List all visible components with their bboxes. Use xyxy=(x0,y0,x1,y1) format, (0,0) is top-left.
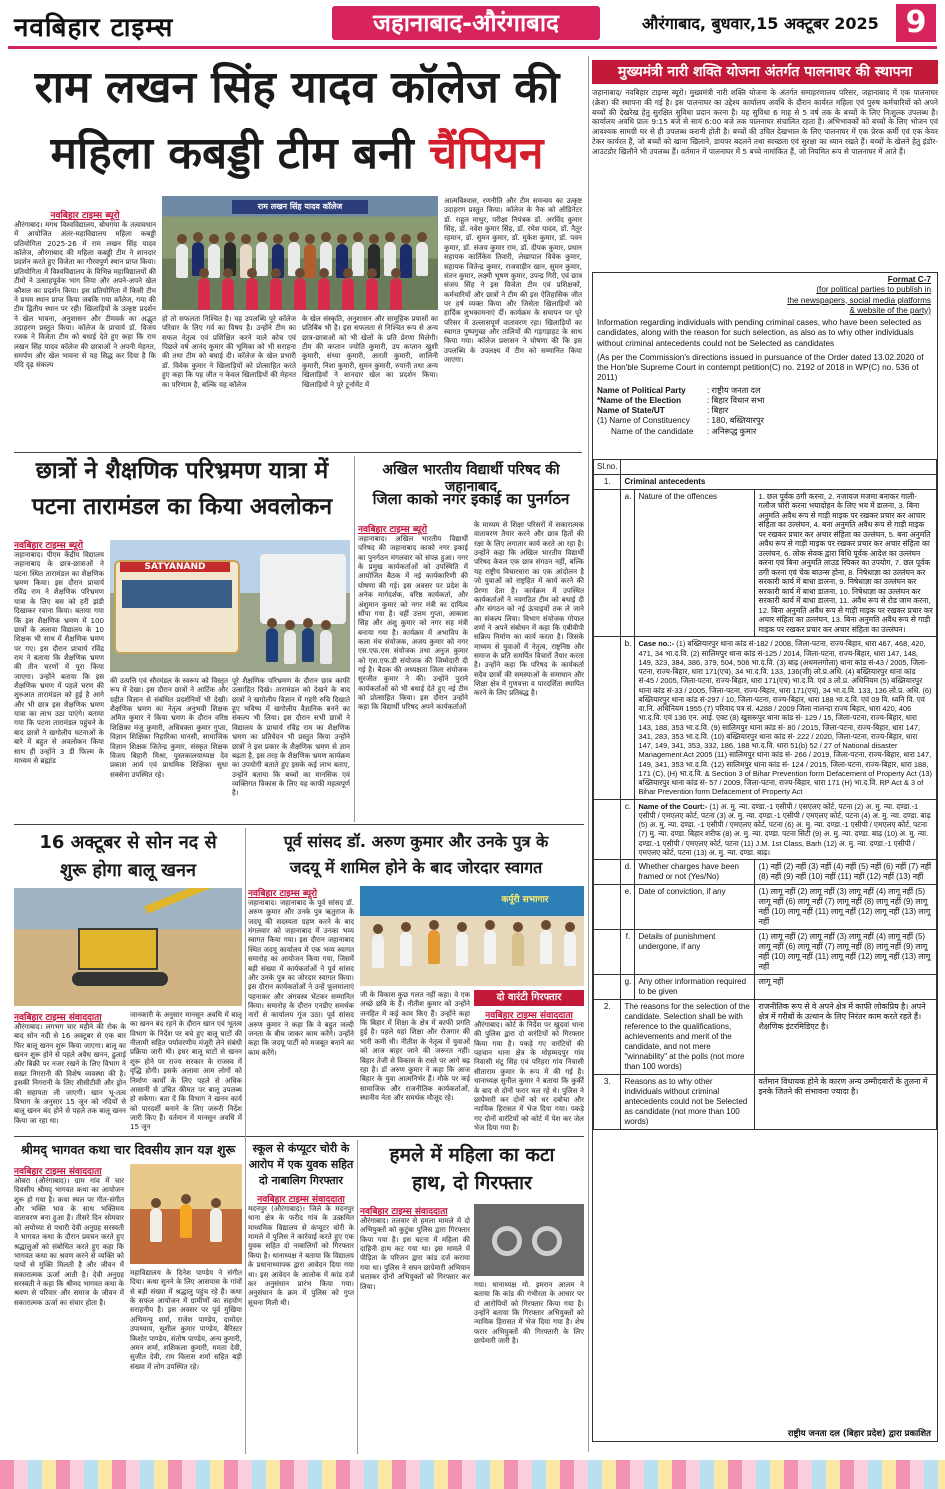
abvp-headline-line2: जिला काको नगर इकाई का पुनर्गठन xyxy=(372,490,570,508)
trip-col-3: पूरे शैक्षणिक परिभ्रमण के दौरान छात्र काफी उत्साहित दिखे। तारामंडल को देखने के बाद छात्रों ने खगोलीय विज्ञान में गहरी रुचि दिखाते हुए भविष्य में खगोलीय वैज्ञानिक बनने का संकल्प भी लिया। इस दौरान सभी छात्रों ने विद्यालय के प्राचार्य रविंद्र राम का शैक्षणिक भ्रमण का प्रतिवेदन भी प्रस्तुत किया उन्होंने छात्रों ने इस प्रकार के शैक्षणिक भ्रमण से ज्ञान बढ़ता है, इस तरह के शैक्षणिक भ्रमण कार्यक्रम का उपयोगी बताते हुए इसके कई लाभ बताए, उन्होंने बताया कि बच्चों का मानसिक एवं व्यक्तिगत विकास के लिए यह काफी महत्वपूर्ण है। xyxy=(232,676,350,798)
masthead xyxy=(0,0,945,46)
welcome-ceremony-photo xyxy=(360,886,584,986)
form-c7 xyxy=(592,272,938,1442)
trip-headline-line1: छात्रों ने शैक्षणिक परिभ्रमण यात्रा में xyxy=(35,458,329,484)
row-a-label: Nature of the offences xyxy=(635,490,755,637)
row2-value: राजनीतिक रूप से वे अपने क्षेत्र में काफी लोकप्रिय है। अपने क्षेत्र में गरीबों के उत्थान के लिए निरंतर काम करते रहते हैं। शैक्षणिक इंटरमिडिएट है। xyxy=(755,1000,937,1075)
lead-col-3: के खेल संस्कृति, अनुशासन और सामूहिक प्रयासों का प्रतिबिंब भी है। इस सफलता से निश्चित रूप से अन्य छात्र-छात्राओं को भी खेलों के प्रति प्रेरणा मिलेगी। टीम की कप्तान ज्योति कुमारी, उप कप्तान खुशी कुमारी, संध्या कुमारी, आरती कुमारी, शालिनी कुमारी, निशा कुमारी, सुमन कुमारी, रुपानी तथा अन्य खिलाड़ियों ने शानदार खेल का प्रदर्शन किया। खिलाड़ियों ने पूरे टूर्नामेंट में xyxy=(302,314,438,389)
woman-headline-line2: हाथ, दो गिरफ्तार xyxy=(412,1172,532,1194)
abvp-col-1: जहानाबाद। अखिल भारतीय विद्यार्थी परिषद की जहानाबाद काको नगर इकाई का पुनर्गठन मंगलवार को संपन्न हुआ। नगर के प्रमुख कार्यकर्ताओं को उपस्थिति में आयोजित बैठक में नई कार्यकारिणी की घोषणा की गई। इस अवसर पर प्रदेश के अनेक मार्गदर्शक, वरिष्ठ कार्यकर्ता, और अंशुमान कुमार को नगर मंत्री का दायित्व सौंपा गया है। वहीं उत्तम गुप्ता, आकाश सिंह और अंशु कुमार को नगर सह मंत्री बनाया गया है। कार्यक्रम में अभाविप के कला मंच संयोजक, अजय कुमार को नगर एस.एफ.एस संयोजक तथा अनुज कुमार को एस.एफ.डी संयोजक की जिम्मेदारी दी गई है। बैठक की अध्यक्षता जिला संयोजक सुरजीत कुमार ने की। उन्होंने पुराने कार्यकर्ताओं को भी बधाई देते हुए नई टीम को प्रोत्साहित किया। इस दौरान उन्होंने कहा कि विद्यार्थी परिषद अपने कार्यकर्ताओं xyxy=(358,534,468,712)
party-value: : राष्ट्रीय जनता दल xyxy=(707,385,761,395)
lead-byline-text: नवबिहार टाइम्स ब्यूरो xyxy=(50,211,120,221)
row-b-label: Case no.:- xyxy=(638,639,675,649)
sand-headline-line1: 16 अक्टूबर से सोन नद से xyxy=(39,832,217,853)
form-sub1: (for political parties to publish in xyxy=(816,285,931,295)
table-row: g. Any other information required to be given लागू नहीं xyxy=(594,975,937,1000)
abvp-headline-line1: अखिल भारतीय विद्यार्थी परिषद की जहानाबाद xyxy=(382,462,560,495)
column-rule xyxy=(354,456,355,822)
trip-col-2: की उत्पत्ति एवं सौरमंडल के स्वरूप को विस्तृत रूप में देखा। इस दौरान छात्रों ने आर्टिक और ग्रहीत विज्ञान से संबंधित प्रदर्शनियों भी देखी। शैक्षणिक भ्रमण का नेतृत्व अनुभवी शिक्षक अमित कुमार ने किया भ्रमण के दौरान वरिष्ठ शिक्षिका मंजु कुमारी, अधिवक्ता कुमार गुप्ता, विज्ञान शिक्षिका निहारिका मानसी, सामाजिक विज्ञान शिक्षक जितेन्द्र कुमार, संस्कृत शिक्षक विजय बिहारी मिश्रा, पुस्तकालयाध्यक्ष देव प्रकाश आर्य एवं प्राथमिक शिक्षिका सुधा सक्सेना उपस्थित रहे। xyxy=(110,676,228,779)
table-row: e. Date of conviction, if any (1) लागू नहीं (2) लागू नहीं (3) लागू नहीं (4) लागू नहीं (5) लागू नहीं (6) लागू नहीं (7) लागू नहीं (8) लागू नहीं (9) लागू नहीं (10) लागू नहीं (11) लागू नहीं (12) लागू नहीं (13) लागू नहीं xyxy=(594,885,937,930)
issue-date: औरंगाबाद, बुधवार,15 अक्टूबर 2025 xyxy=(642,14,879,33)
row3-value: वर्तमान विधायक होने के कारण अन्य उम्मीदवारों के तुलना में इनके जितने की संभावना ज्यादा है। xyxy=(755,1075,937,1130)
form-sub3: & website of the party) xyxy=(849,305,931,315)
form-order: (As per the Commission's directions issued in pursuance of the Order dated 13.02.2020 of the Hon'ble Supreme Court in contempt petition(C) no. 2192 of 2018 in WP(C) no. 536 of 2011) xyxy=(597,352,924,383)
row-b xyxy=(635,637,937,799)
sand-byline-text: नवबिहार टाइम्स संवाददाता xyxy=(14,1013,102,1023)
page-number: 9 xyxy=(896,4,936,42)
row-e-value: (1) लागू नहीं (2) लागू नहीं (3) लागू नहीं (4) लागू नहीं (5) लागू नहीं (6) लागू नहीं (7) लागू नहीं (8) लागू नहीं (9) लागू नहीं (10) लागू नहीं (11) लागू नहीं (12) लागू नहीं (13) लागू नहीं xyxy=(755,885,937,930)
poster-text: कर्पूरी सभागार xyxy=(501,895,549,905)
table-row: c. Name of the Court:- (1) अ. मु. न्या. दण्डा.-1 एसीपी / एसएलए कोर्ट, पटना (2) अ. मु. न्या. दण्डा.-1 एसीपी / एमएलए कोर्ट, पटना (3) अ. मु. न्या. दण्डा.-1 एसीपी / एमएलए कोर्ट, पटना (4) अ. मु. न्या. दण्डा. बाढ़ (5) अ. मु. न्या. दण्डा. -1 एसीपी / एमएलए कोर्ट, पटना (6) अ. मु. न्या. दण्डा.-1 एसीपी / एमएलए कोर्ट, पटना (7) मु. न्या. दण्डा. बिहार शरीफ (8) अ. मु. न्या. दण्डा. पटना सिटी (9) अ. मु. न्या. दण्डा. बाढ़ (10) अ. मु. न्या. दण्डा.-1 एसीपी / एमएलए कोर्ट, पटना (11) J.M. 1st Class, Barh (12) अ. मु. न्या. दण्डा.-1 एसीपी / एमएलए कोर्ट, पटना (13) अ. मु. न्या. दण्डा. बाढ़। xyxy=(594,799,937,860)
row-d-value: (1) नहीं (2) नहीं (3) नहीं (4) नहीं (5) नहीं (6) नहीं (7) नहीं (8) नहीं (9) नहीं (10) नहीं (11) नहीं (12) नहीं (13) नहीं xyxy=(755,860,937,885)
election-value: : बिहार विधान सभा xyxy=(707,395,765,405)
column-rule xyxy=(588,56,589,1452)
trip-col-1: जहानाबाद। पीएम केंद्रीय विद्यालय जहानाबाद के छात्र-छात्राओं ने पटना स्थित तारामंडल का शैक्षणिक भ्रमण किया। इस दौरान प्राचार्य रविंद्र राम ने शैक्षणिक परिभ्रमण यात्रा के लिए बस को हरी झंडी दिखाकर रवाना किया। बताया गया कि इस शैक्षणिक भ्रमण में 100 छात्रों के अलावा विद्यालय के 10 शिक्षक भी साथ में शैक्षणिक भ्रमण पर गए। इस दौरान प्राचार्य रविंद्र राम ने बताया कि शैक्षणिक भ्रमण की तीन चरणों में पूरा किया जाएगा। उन्होंने बताया कि इस शैक्षणिक भ्रमण में पहले चरण की शुरुआत तारामंडल को हुई है आगे और भी छात्र इस शैक्षणिक भ्रमण यात्रा का लाभ उठा पाएंगे। बताया गया कि पटना तारामंडल पहुंचने के बाद छात्रों ने खगोलीय घटनाओं के बारे में बहुत से अवलोकन किया साथ ही उन्होंने 3 डी फिल्म के माध्यम से ब्रह्मांड xyxy=(14,550,104,765)
mp-headline-line1: पूर्व सांसद डॉ. अरुण कुमार और उनके पुत्र के xyxy=(283,832,549,851)
sand-col-1: औरंगाबाद। लगभग चार महीने की रोक के बाद सोन नदी से 16 अक्टूबर से एक बार फिर बालू खनन शुरू किया जाएगा। बालू का खनन शुरू होने से पहले अवैध खनन, ढुलाई और बिक्री पर नजर रखने के लिए विभाग ने सख्त निगरानी की विशेष व्यवस्था की है। इसकी निगरानी के लिए सीसीटीवी और ड्रोन की सहायता ली जाएगी। खान भू-तत्व विभाग के अनुसार 15 जून को नदियों से बालू खनन बंद होने से पहले तक बालू खनन किया जा रहा था। xyxy=(14,1022,126,1125)
row-b-value: (1) बख्तियारपुर थाना कांड सं-182 / 2008, जिला-पटना, राज्य-बिहार, धारा 467, 468, 420, 471, 34 भा.द.वि. (2) सालिमपुर थाना कांड सं-125 / 2014, जिला-पटना, राज्य-बिहार, धारा 147, 148, 149, 323, 384, 386, 379, 504, 506 भा.द.वि. (3) बाढ़ (अथमलगोला) थाना कांड सं-43 / 2005, जिला-पटना, राज्य-बिहार, धारा 171(एच), 34 भा.द.वि. 133, 136(जी) लो.प्र.अधि. (4) बख्तियारपुर थाना कांड सं-45 / 2005, जिला-पटना, राज्य-बिहार, धारा 171(एच) भा.द.वि. एवं 3 लो.प्र. अधिनियम (5) बख्तियारपुर थाना कांड सं-33 / 2005, जिला-पटना, राज्य-बिहार, धारा 171(एच), 34 भा.द.वि. 133, 136 लो.प्र. अधि. (6) बख्तियारपुर थाना कांड सं-297 / 10, जिला-पटना, राज्य-बिहार, धारा 188 भा.द.वि. एवं 09 वि. ध्वनि वि. एवं वा.नि. अधिनियम 1955 (7) परिवाद पत्र सं. 4288 / 2009 जिला नालन्दा राज्य बिहार, धारा 420, 406 भा.द.वि. एवं 136 एन. आई. एक्ट (8) खुसरूपुर थाना कांड सं- 129 / 15, जिला-पटना, राज्य-बिहार, धारा 143, 188, 353 भा.द.वि. (9) सालिमपुर थाना कांड सं- 80 / 2015, जिला-पटना, राज्य-बिहार, धारा 147, 341, 283, 353 भा.द.वि. (10) बख्तियारपुर थाना कांड सं- 222 / 2020, जिला-पटना, राज्य-बिहार, धारा 147, 149, 341, 353, 332, 186, 188 भा.द.वि. धारा 51(b) 52 / 27 of National disaster Management Act 2005 (11) सालिमपुर थाना कांड सं- 266 / 2019, जिला-पटना, राज्य-बिहार, धारा 147, 149, 341, 353 भा.द.वि. (12) सालिमपुर थाना कांड सं- 124 / 2015, जिला-पटना, राज्य-बिहार, धारा 188, 171 (C), (H) भा.द.वि. & Section 3 of Bihar Prevention form Defacement of Property Act (13) बख्तियारपुर थाना कांड सं- 57 / 2009, जिला-पटना, राज्य-बिहार, धारा 171 (H) भा.द.वि. RP Act & 3 of Bihar Prevention form Defacement of Property Act xyxy=(638,639,932,797)
notice-text: जहानाबाद/ नवबिहार टाइम्स ब्यूरो। मुख्यमंत्री नारी शक्ति योजना के अंतर्गत समाहरणालय परिसर, जहानाबाद में एक पालनाघर (क्रेश) की स्थापना की गई है। इस पालनाघर का उद्देश्य कार्यालय अवधि के दौरान कार्यरत महिला एवं पुरुष कर्मचारियों को अपने बच्चों की देखरेख हेतु सुरक्षित सुविधा प्रदान करना है। यह सुविधा 6 माह से 5 वर्ष तक के बच्चों के लिए निःशुल्क उपलब्ध है। कार्यालय अवधि प्रातः 9:15 बजे से सायं 6:00 बजे तक पालनाघर संचालित रहता है। अभिभावकों को बच्चों के लिए भोजन एवं आवश्यक सामग्री घर से ही उपलब्ध करानी होती है। बच्चों की उचित देखभाल के लिए पालनाघर में एक प्रेरक कर्मी एवं एक केयर टेकर कार्यरत हैं, जो बच्चों को खाना खिलाने, डायपर बदलने तथा स्वच्छता एवं सुरक्षा का ध्यान रखते हैं। बच्चों के खेलने हेतु इंडोर-आउटडोर खिलौने भी उपलब्ध हैं। वर्तमान में पालनाघर में 5 बच्चे नामांकित हैं, जो नियमित रूप से पालनाघर में आते हैं। xyxy=(592,88,938,156)
sand-col-2: जानकारी के अनुसार मानसून अवधि में बालू का खनन बंद रहने के दौरान खान एवं भूतत्व विभाग के निर्देश पर बचे हुए बालू घाटों की नीलामी सहित पर्यावरणीय मंजूरी लेने संबंधी प्रक्रिया जारी थी। इधर बालू घाटों से खनन शुरू होने पर राज्य सरकार के राजस्व में वृद्धि होगी। इसके अलावा आम लोगों को निर्माण कार्यों के लिए पहले से अधिक आसानी से उचित कीमत पर बालू उपलब्ध हो सकेगा। बता दें कि विभाग ने खनन कार्य को पारदर्शी बनाने के लिए जरूरी निर्देश जारी किए हैं। वर्तमान में मानसून अवधि में 15 जून xyxy=(130,1010,242,1132)
school-headline-line2: आरोप में एक युवक सहित xyxy=(248,1158,354,1171)
mp-col-2: जी के विकास कुछ गलत नहीं कहा। वे एक अच्छे छवि के हैं। नीतीश कुमार को उन्होंने जनहित में कई काम किए हैं। उन्होंने कहा कि बिहार में शिक्षा के क्षेत्र में काफी प्रगति हुई है। पहले यहां शिक्षा और रोजगार की भारी कमी थी। नीतीश के नेतृत्व में युवाओं को आज बाहर जाने की जरूरत नहीं। बिहार तेजी से विकास के रास्ते पर आगे बढ़ रहा है। डॉ अरुण कुमार ने कहा कि आज बिहार के युवा आत्मनिर्भर हैं। मौके पर कई सामाजिक और राजनीतिक कार्यकर्ताओं, स्थानीय नेता और समर्थक मौजूद रहे। xyxy=(360,990,470,1102)
row-f-label: Details of punishment undergone, if any xyxy=(635,930,755,975)
masthead-rule xyxy=(8,46,937,49)
column-rule xyxy=(357,1140,358,1454)
row-g-value: लागू नहीं xyxy=(755,975,937,1000)
slno-header: Sl.no. xyxy=(594,460,621,475)
section-title: जहानाबाद-औरंगाबाद xyxy=(332,6,600,40)
woman-headline-line1: हमले में महिला का कटा xyxy=(389,1144,555,1166)
abvp-headline-box xyxy=(358,484,584,518)
row-e-label: Date of conviction, if any xyxy=(635,885,755,930)
table-header-row xyxy=(594,460,937,475)
row2-num: 2. xyxy=(594,1000,621,1075)
bhagwat-col-2: महाविद्यालय के दिनेश पाण्डेय ने संगीत दिया। कथा सुनने के लिए आसपास के गांवों से बड़ी संख्या में श्रद्धालु पहुंच रहे हैं। कथा के सफल आयोजन में ग्रामीणों का सहयोग सराहनीय है। इस अवसर पर पूर्व मुखिया अभिमन्यु शर्मा, राजेश पाण्डेय, दामोदर उपाध्याय, सुशील कुमार पाण्डेय, बैरिस्टर किशोर पाण्डेय, संतोष पाण्डेय, अन्य कुमारी, अमन शर्मा, शशिकला कुमारी, ममता देवी, सुजीत देवी, राम विलास शर्मा सहित बड़ी संख्या में लोग उपस्थित रहे। xyxy=(130,1268,242,1371)
row-a-value: 1. छल पूर्वक ठगी करना, 2. नजायज मजमा बनाकर गाली-गलौज चोरी करना भयादोहन के लिए भय में डालना, 3. बिना अनुमति अवैध रूप से गाड़ी माइक पर रखकर प्रचार कर आचार संहिता का उल्लंघन, 4. बना अनुमति अवैध रूप से गाड़ी माइक पर रखकर प्रचार कर अचार संहिता का उल्लंघन, 5. बना अनुमति अवैध रूप से गाड़ी माइक पर रखकर प्रचार कर अचार संहिता का उल्लंघन, 6. लोक सेवक द्वारा विधि पूर्वक आदेश का उल्लंघन करना एवं बिना अनुमति लाउड स्पिकर का उपयोग, 7. छल पूर्वक ठगी करना एवं चेक बाउन्स होना, 8. निषेधाज्ञा का उल्लंघन कर सरकारी कार्य में बाधा डालना, 9. निषेधाज्ञा का उल्लंघन कर सरकारी कार्य में बाधा डालना, 10. निषेधाज्ञा का उल्लंघन कर सरकारी कार्य में बाधा डालना, 11. अवैध रूप से रोड जाम करना, 12. बिना अनुमति अवैध रूप से गाड़ी माइक पर रखकर प्रचार कर अचार संहिता का उल्लंघन, 13. बिना अनुमति अवैध रूप से गाड़ी माइक पर रखकर प्रचार कर अचार संहिता का उल्लंघन। xyxy=(755,490,937,637)
form-publisher: राष्ट्रीय जनता दल (बिहार प्रदेश) द्वारा प्रकाशित xyxy=(787,1429,931,1439)
school-headline-line3: दो नाबालिग गिरफ्तार xyxy=(258,1174,344,1187)
table-row xyxy=(594,1075,937,1130)
lead-headline-line2 xyxy=(14,128,580,181)
mid-rule xyxy=(14,824,584,825)
footer-decorative-strip xyxy=(0,1460,945,1489)
kabaddi-team-photo xyxy=(162,196,438,310)
school-byline-text: नवबिहार टाइम्स संवाददाता xyxy=(257,1195,345,1205)
lead-headline-dark: महिला कबड्डी टीम बनी xyxy=(50,128,430,179)
table-row: d. Whether charges have been framed or not (Yes/No) (1) नहीं (2) नहीं (3) नहीं (4) नहीं (5) नहीं (6) नहीं (7) नहीं (8) नहीं (9) नहीं (10) नहीं (11) नहीं (12) नहीं (13) नहीं xyxy=(594,860,937,885)
handcuff-photo xyxy=(474,1204,584,1276)
newspaper-brand: नवबिहार टाइम्स xyxy=(14,13,174,43)
woman-byline-text: नवबिहार टाइम्स संवाददाता xyxy=(360,1207,448,1217)
row3-num: 3. xyxy=(594,1075,621,1130)
form-intro: Information regarding individuals with pending criminal cases, who have been selected as candidates, along with the reason for such selection, as also as to why other individuals without criminal antecedents could not be Selected as candidates xyxy=(597,318,922,348)
row2-label: The reasons for the selection of the candidate. Selection shall be with reference to the qualifications, achievements and merit of the candidate, and not mere "winnability" at the polls (not more than 100 words) xyxy=(621,1000,755,1075)
bhagwat-headline: श्रीमद् भागवत कथा चार दिवसीय ज्ञान यज्ञ शुरू xyxy=(20,1142,236,1157)
row-f-value: (1) लागू नहीं (2) लागू नहीं (3) लागू नहीं (4) लागू नहीं (5) लागू नहीं (6) लागू नहीं (7) लागू नहीं (8) लागू नहीं (9) लागू नहीं (10) लागू नहीं (11) लागू नहीं (12) लागू नहीं (13) लागू नहीं xyxy=(755,930,937,975)
row3-label: Reasons as to why other individuals without criminal antecedents could not be Selected as candidate (not more than 100 words) xyxy=(621,1075,755,1130)
trip-byline-text: नवबिहार टाइम्स ब्यूरो xyxy=(14,541,84,551)
candidate-label: Name of the candidate xyxy=(611,426,694,436)
bhagwat-byline-text: नवबिहार टाइम्स संवाददाता xyxy=(14,1167,102,1177)
table-row xyxy=(594,475,937,490)
lead-col-1: औरंगाबाद। मगध विश्वविद्यालय, बोधगया के तत्वावधान में आयोजित अंतर-महाविद्यालय महिला कबड्डी प्रतियोगिता 2025-26 में राम लखन सिंह यादव कॉलेज, औरंगाबाद की महिला कबड्डी टीम ने शानदार प्रदर्शन करते हुए विजेता का गौरवपूर्ण स्थान प्राप्त किया। प्रतियोगिता में विश्वविद्यालय के विभिन्न महाविद्यालयों की टीमों ने उत्साहपूर्वक भाग लिया और अपने-अपने खेल कौशल का प्रदर्शन किया। इस प्रतियोगिता में किसी टीम ने प्रथम स्थान प्राप्त किया जबकि गया कॉलेज, गया की टीम द्वितीय स्थान पर रही। खिलाड़ियों के उत्कृष्ट प्रदर्शन ने खेल भावना, अनुशासन और टीमवर्क का अद्भुत उदाहरण प्रस्तुत किया। कॉलेज के प्राचार्य डॉ. विजय रजक ने विजेता टीम को बधाई देते हुए कहा कि राम लखन सिंह यादव कॉलेज की छात्राओं ने अपनी मेहनत, समर्पण और खेल भावना से यह सिद्ध कर दिया है कि यदि दृढ़ संकल्प xyxy=(14,220,156,370)
form-sub2: the newspapers, social media platforms xyxy=(787,295,931,305)
row-c xyxy=(635,799,937,860)
lead-headline-red: चैंपियन xyxy=(429,128,544,179)
row-g-label: Any other information required to be given xyxy=(635,975,755,1000)
warrant-headline: दो वारंटी गिरफ्तार xyxy=(474,990,584,1006)
lead-col-4: आत्मविश्वास, रणनीति और टीम समन्वय का उत्कृष्ट उदाहरण प्रस्तुत किया। कॉलेज के नैक को ऑडिनेटर डॉ. राहुल माथुर, परीक्षा नियंत्रक डॉ. अरविंद कुमार सिंह, डॉ. नवेश कुमार सिंह, डॉ. रमेश यादव, डॉ. नैतूर रहमान, डॉ. सुमन कुमार, डॉ. मुकेश कुमार, डॉ. पवन कुमार, डॉ. संजय कुमार राम, डॉ. दीपक कुमार, प्रधान सहायक कार्तिकेय तिवारी, लेखापाल विवेक कुमार, सहायक जितेन्द्र कुमार, राजवाड़ीन खान, सुमन कुमार, संतन कुमार, लक्ष्मी भूषण कुमार, उपन्द्र गिरी, एवं छात्र संजय सिंह ने इस विजेता टीम एवं प्रशिक्षकों, कर्मचारियों और छात्रों ने टीम की इस ऐतिहासिक जीत पर हर्ष व्यक्त किया और जिसेता खिलाड़ियों को हार्दिक शुभकामनाएं दीं। कार्यक्रम के समापन पर पूरे परिसर में उल्लासपूर्ण वातावरण रहा। खिलाड़ियों का स्वागत पुष्पगुच्छ और तालियों की गड़गड़ाहट के साथ किया गया। कॉलेज प्रशासन ने घोषणा की कि इस उपलब्धि के उपलक्ष्य में टीम को सम्मानित किया जाएगा। xyxy=(444,196,582,365)
college-banner: राम लखन सिंह यादव कॉलेज xyxy=(257,202,343,211)
constituency-label: (1) Name of Constituency xyxy=(597,416,690,426)
bhagwat-katha-photo xyxy=(130,1164,242,1264)
sand-headline-line2: शुरू होगा बालू खनन xyxy=(60,860,196,881)
criminal-antecedents-table xyxy=(593,459,937,1130)
table-row xyxy=(594,1000,937,1075)
row1-title: Criminal antecedents xyxy=(621,475,937,490)
woman-col-1: औरंगाबाद। तलवार से हमला मामले में दो अभियुक्तों को कुटुंबा पुलिस द्वारा गिरफ्तार किया गया है। इस घटना में महिला की दाहिनी हाथ कट गया था। इस मामले में पीड़िता के परिजन द्वारा कांड दर्ज कराया गया था। पुलिस ने सघन छापेमारी अभियान चलाकर दोनों अभियुक्तों को गिरफ्तार कर लिया। xyxy=(360,1216,470,1291)
lead-bottom-rule xyxy=(14,452,582,453)
state-value: : बिहार xyxy=(707,406,729,415)
state-label: Name of State/UT xyxy=(597,406,665,415)
excavator-photo xyxy=(14,888,242,1006)
table-row: a. Nature of the offences 1. छल पूर्वक ठगी करना, 2. नजायज मजमा बनाकर गाली-गलौज चोरी करना भयादोहन के लिए भय में डालना, 3. बिना अनुमति अवैध रूप से गाड़ी माइक पर रखकर प्रचार कर आचार संहिता का उल्लंघन, 4. बना अनुमति अवैध रूप से गाड़ी माइक पर रखकर प्रचार कर अचार संहिता का उल्लंघन, 5. बना अनुमति अवैध रूप से गाड़ी माइक पर रखकर प्रचार कर अचार संहिता का उल्लंघन, 6. लोक सेवक द्वारा विधि पूर्वक आदेश का उल्लंघन करना एवं बिना अनुमति लाउड स्पिकर का उपयोग, 7. छल पूर्वक ठगी करना एवं चेक बाउन्स होना, 8. निषेधाज्ञा का उल्लंघन कर सरकारी कार्य में बाधा डालना, 9. निषेधाज्ञा का उल्लंघन कर सरकारी कार्य में बाधा डालना, 10. निषेधाज्ञा का उल्लंघन कर सरकारी कार्य में बाधा डालना, 11. अवैध रूप से रोड जाम करना, 12. बिना अनुमति अवैध रूप से गाड़ी माइक पर रखकर प्रचार कर अचार संहिता का उल्लंघन, 13. बिना अनुमति अवैध रूप से गाड़ी माइक पर रखकर प्रचार कर अचार संहिता का उल्लंघन। xyxy=(594,490,937,637)
notice-title: मुख्यमंत्री नारी शक्ति योजना अंतर्गत पालनाघर की स्थापना xyxy=(592,60,938,84)
school-bus-photo xyxy=(110,540,350,672)
trip-headline-line2: पटना तारामंडल का किया अवलोकन xyxy=(31,494,333,520)
party-label: Name of Political Party xyxy=(597,385,686,395)
row-d-label: Whether charges have been framed or not (Yes/No) xyxy=(635,860,755,885)
bhagwat-col-1: ओबरा (औरंगाबाद)। ग्राम गांव में चार दिवसीय श्रीमद् भागवत कथा का आयोजन शुरू हो गया है। कथा स्थल पर गीत-संगीत और भक्ति भाव के साथ भक्तिमय वातावरण बना हुआ है। तीसरे दिन सोमवार को अयोध्या से पधारी देवी अनुग्रह सरस्वती ने भागवत कथा के दौरान प्रवचन करते हुए श्रद्धालुओं को संबोधित करते हुए कहा कि भागवत कथा का श्रवण करने से व्यक्ति को पापों से मुक्ति मिलती है और जीवन में सकारात्मक ऊर्जा आती है। देवी अनुग्रह सरस्वती ने कहा कि श्रीमद भागवत कथा के श्रवण से परिवार और समाज के जीवन में सकारात्मक ऊर्जा का संचार होता है। xyxy=(14,1176,124,1307)
woman-col-2: गया। थानाध्यक्ष मो. इमरान आलम ने बताया कि कांड की गंभीरता के आधार पर दो आरोपियों को गिरफ्तार किया गया है। उन्होंने बताया कि गिरफ्तार अभियुक्तों को न्यायिक हिरासत में भेज दिया गया है। शेष फरार अभियुक्तों की गिरफ्तारी के लिए छापेमारी जारी है। xyxy=(474,1280,584,1346)
table-row: f. Details of punishment undergone, if any (1) लागू नहीं (2) लागू नहीं (3) लागू नहीं (4) लागू नहीं (5) लागू नहीं (6) लागू नहीं (7) लागू नहीं (8) लागू नहीं (9) लागू नहीं (10) लागू नहीं (11) लागू नहीं (12) लागू नहीं (13) लागू नहीं xyxy=(594,930,937,975)
bus-label: SATYANAND xyxy=(120,562,230,572)
lower-rule xyxy=(14,1136,584,1137)
candidate-value: : अनिरूद्ध कुमार xyxy=(707,426,757,436)
row1-num: 1. xyxy=(594,475,621,490)
lead-headline-line1: राम लखन सिंह यादव कॉलेज की xyxy=(34,62,560,113)
table-row: b. Case no.:- (1) बख्तियारपुर थाना कांड सं-182 / 2008, जिला-पटना, राज्य-बिहार, धारा 467, 468, 420, 471, 34 भा.द.वि. (2) सालिमपुर थाना कांड सं-125 / 2014, जिला-पटना, राज्य-बिहार, धारा 147, 148, 149, 323, 384, 386, 379, 504, 506 भा.द.वि. (3) बाढ़ (अथमलगोला) थाना कांड सं-43 / 2005, जिला-पटना, राज्य-बिहार, धारा 171(एच), 34 भा.द.वि. 133, 136(जी) लो.प्र.अधि. (4) बख्तियारपुर थाना कांड सं-45 / 2005, जिला-पटना, राज्य-बिहार, धारा 171(एच) भा.द.वि. एवं 3 लो.प्र. अधिनियम (5) बख्तियारपुर थाना कांड सं-33 / 2005, जिला-पटना, राज्य-बिहार, धारा 171(एच), 34 भा.द.वि. 133, 136 लो.प्र. अधि. (6) बख्तियारपुर थाना कांड सं-297 / 10, जिला-पटना, राज्य-बिहार, धारा 188 भा.द.वि. एवं 09 वि. ध्वनि वि. एवं वा.नि. अधिनियम 1955 (7) परिवाद पत्र सं. 4288 / 2009 जिला नालन्दा राज्य बिहार, धारा 420, 406 भा.द.वि. एवं 136 एन. आई. एक्ट (8) खुसरूपुर थाना कांड सं- 129 / 15, जिला-पटना, राज्य-बिहार, धारा 143, 188, 353 भा.द.वि. (9) सालिमपुर थाना कांड सं- 80 / 2015, जिला-पटना, राज्य-बिहार, धारा 147, 341, 283, 353 भा.द.वि. (10) बख्तियारपुर थाना कांड सं- 222 / 2020, जिला-पटना, राज्य-बिहार, धारा 147, 149, 341, 353, 332, 186, 188 भा.द.वि. धारा 51(b) 52 / 27 of National disaster Management Act 2005 (11) सालिमपुर थाना कांड सं- 266 / 2019, जिला-पटना, राज्य-बिहार, धारा 147, 149, 341, 353 भा.द.वि. (12) सालिमपुर थाना कांड सं- 124 / 2015, जिला-पटना, राज्य-बिहार, धारा 188, 171 (C), (H) भा.द.वि. & Section 3 of Bihar Prevention form Defacement of Property Act (13) बख्तियारपुर थाना कांड सं- 57 / 2009, जिला-पटना, राज्य-बिहार, धारा 171 (H) भा.द.वि. RP Act & 3 of Bihar Prevention form Defacement of Property Act xyxy=(594,637,937,799)
mp-col-1: जहानाबाद। जहानाबाद के पूर्व सांसद डॉ. अरुण कुमार और उनके पुत्र ऋतुराज के जदयू की सदस्यता ग्रहण करने के बाद मंगलवार को जहानाबाद में उनका भव्य स्वागत किया गया। इस दौरान जहानाबाद स्थित जदयू कार्यालय में एक भव्य स्वागत समारोह का आयोजन किया गया, जिसमें बड़ी संख्या में कार्यकर्ताओं ने पूर्व सांसद और उनके पुत्र का जोरदार स्वागत किया। इस दौरान कार्यकर्ताओं ने उन्हें फूलमालाएं पहनाकर और अंगवस्त्र भेंटकर सम्मानित किया। समारोह के दौरान एनडीए समर्थक नारों से कार्यालय गूंज उठा। पूर्व सांसद अरुण कुमार ने कहा कि वे बहुत जल्दी जनता के बीच जाकर काम करेंगे। उन्होंने कहा कि जदयू पार्टी को मजबूत बनाने का काम करेंगे। xyxy=(248,898,354,1057)
constituency-value: : 180, बख्तियारपुर xyxy=(707,416,765,426)
school-headline-line1: स्कूल से कंप्यूटर चोरी के xyxy=(252,1142,350,1155)
mp-headline-line2: जदयू में शामिल होने के बाद जोरदार स्वागत xyxy=(289,858,543,877)
row-c-label: Name of the Court:- xyxy=(638,801,708,811)
abvp-col-2: के माध्यम से शिक्षा परिसरों में सकारात्मक वातावरण तैयार करने और छात्र हितों की रक्षा के लिए लगातार कार्य करते आ रहा है। उन्होंने कहा कि अखिल भारतीय विद्यार्थी परिषद केवल एक छात्र संगठन नहीं, बल्कि यह राष्ट्रीय विचारधारा का एक आंदोलन है जो युवाओं को राष्ट्रहित में कार्य करने की प्रेरणा देता है। कार्यक्रम में उपस्थित कार्यकर्ताओं ने नवगठित टीम को बधाई दी और संगठन को नई ऊंचाइयों तक ले जाने का संकल्प लिया। विभाग संयोजक गोपाल शर्मा ने अपने संबोधन में कहा कि एबीवीपी सक्रिय निर्माण का कार्य करता है। जिसके माध्यम से युवाओं में नेतृत्व, राष्ट्रनिष्ठ और समाज के प्रति समर्पित विचारों तैयार करता है। उन्होंने कहा कि परिषद के कार्यकर्ता सदैव छात्रों की समस्याओं के समाधान और शिक्षा क्षेत्र में गुणवत्ता व पारदर्शिता स्थापित करने के लिए प्रतिबद्ध है। xyxy=(474,520,584,698)
form-title: Format C-7 xyxy=(887,275,931,284)
school-col-1: मदनपुर (औरंगाबाद)। जिले के मदनपुर थाना क्षेत्र के फरीद गांव के उत्क्रमित माध्यमिक विद्यालय से कंप्यूटर चोरी के मामले में पुलिस ने कार्रवाई करते हुए एक युवक सहित दो नाबालिगों को गिरफ्तार किया है। थानाध्यक्ष ने बताया कि विद्यालय के प्रधानाध्यापक द्वारा आवेदन दिया गया था। इस आवेदन के आलोक में कांड दर्ज कर अनुसंधान प्रारंभ किया गया। अनुसंधान के क्रम में पुलिस को गुप्त सूचना मिली थी। xyxy=(248,1204,354,1307)
warrant-byline-text: नवबिहार टाइम्स संवाददाता xyxy=(485,1011,573,1021)
warrant-text: औरंगाबाद। कोर्ट के निर्देश पर खुदवां थाना की पुलिस द्वारा दो वारंटियों को गिरफ्तार किया गया है। पकड़े गए वारंटियों की पहचान थाना क्षेत्र के मोहम्मदपुर गांव निवासी मंटू सिंह एवं परिहरा गांव निवासी सीताराम कुमार के रूप में की गई है। थानाध्यक्ष सुनील कुमार ने बताया कि कुर्की के बाद से दोनों फरार चल रहे थे। पुलिस ने छापेमारी कर दोनों को धर दबोचा और न्यायिक हिरासत में भेज दिया गया। पकड़े गए दोनों वारंटियों को कोर्ट में पेश कर जेल भेज दिया गया है। xyxy=(474,1020,584,1132)
election-label: *Name of the Election xyxy=(597,395,682,405)
row-c-value: (1) अ. मु. न्या. दण्डा.-1 एसीपी / एसएलए कोर्ट, पटना (2) अ. मु. न्या. दण्डा.-1 एसीपी / एमएलए कोर्ट, पटना (3) अ. मु. न्या. दण्डा.-1 एसीपी / एमएलए कोर्ट, पटना (4) अ. मु. न्या. दण्डा. बाढ़ (5) अ. मु. न्या. दण्डा. -1 एसीपी / एमएलए कोर्ट, पटना (6) अ. मु. न्या. दण्डा.-1 एसीपी / एमएलए कोर्ट, पटना (7) मु. न्या. दण्डा. बिहार शरीफ (8) अ. मु. न्या. दण्डा. पटना सिटी (9) अ. मु. न्या. दण्डा. बाढ़ (10) अ. मु. न्या. दण्डा.-1 एसीपी / एमएलए कोर्ट, पटना (11) J.M. 1st Class, Barh (12) अ. मु. न्या. दण्डा.-1 एसीपी / एमएलए कोर्ट, पटना (13) अ. मु. न्या. दण्डा. बाढ़। xyxy=(638,801,931,857)
abvp-byline-text: नवबिहार टाइम्स ब्यूरो xyxy=(358,525,428,535)
lead-col-2: हो तो सफलता निश्चित है। यह उपलब्धि पूरे कॉलेज परिवार के लिए गर्व का विषय है। उन्होंने टीम का सफल नेतृत्व एवं प्रशिक्षित करने वाले कोच एवं पिछले वर्ष आनंद कुमार की भूमिका को भी सराहना की तथा टीम को बधाई दी। कॉलेज के खेल प्रभारी डॉ. विवेक कुमार ने खिलाड़ियों को प्रोत्साहित करते हुए कहा कि यह जीत न केवल खिलाड़ियों की मेहनत का परिणाम है, बल्कि यह कॉलेज xyxy=(162,314,296,389)
column-rule xyxy=(245,828,246,1454)
mp-byline-text: नवबिहार टाइम्स ब्यूरो xyxy=(248,889,318,899)
